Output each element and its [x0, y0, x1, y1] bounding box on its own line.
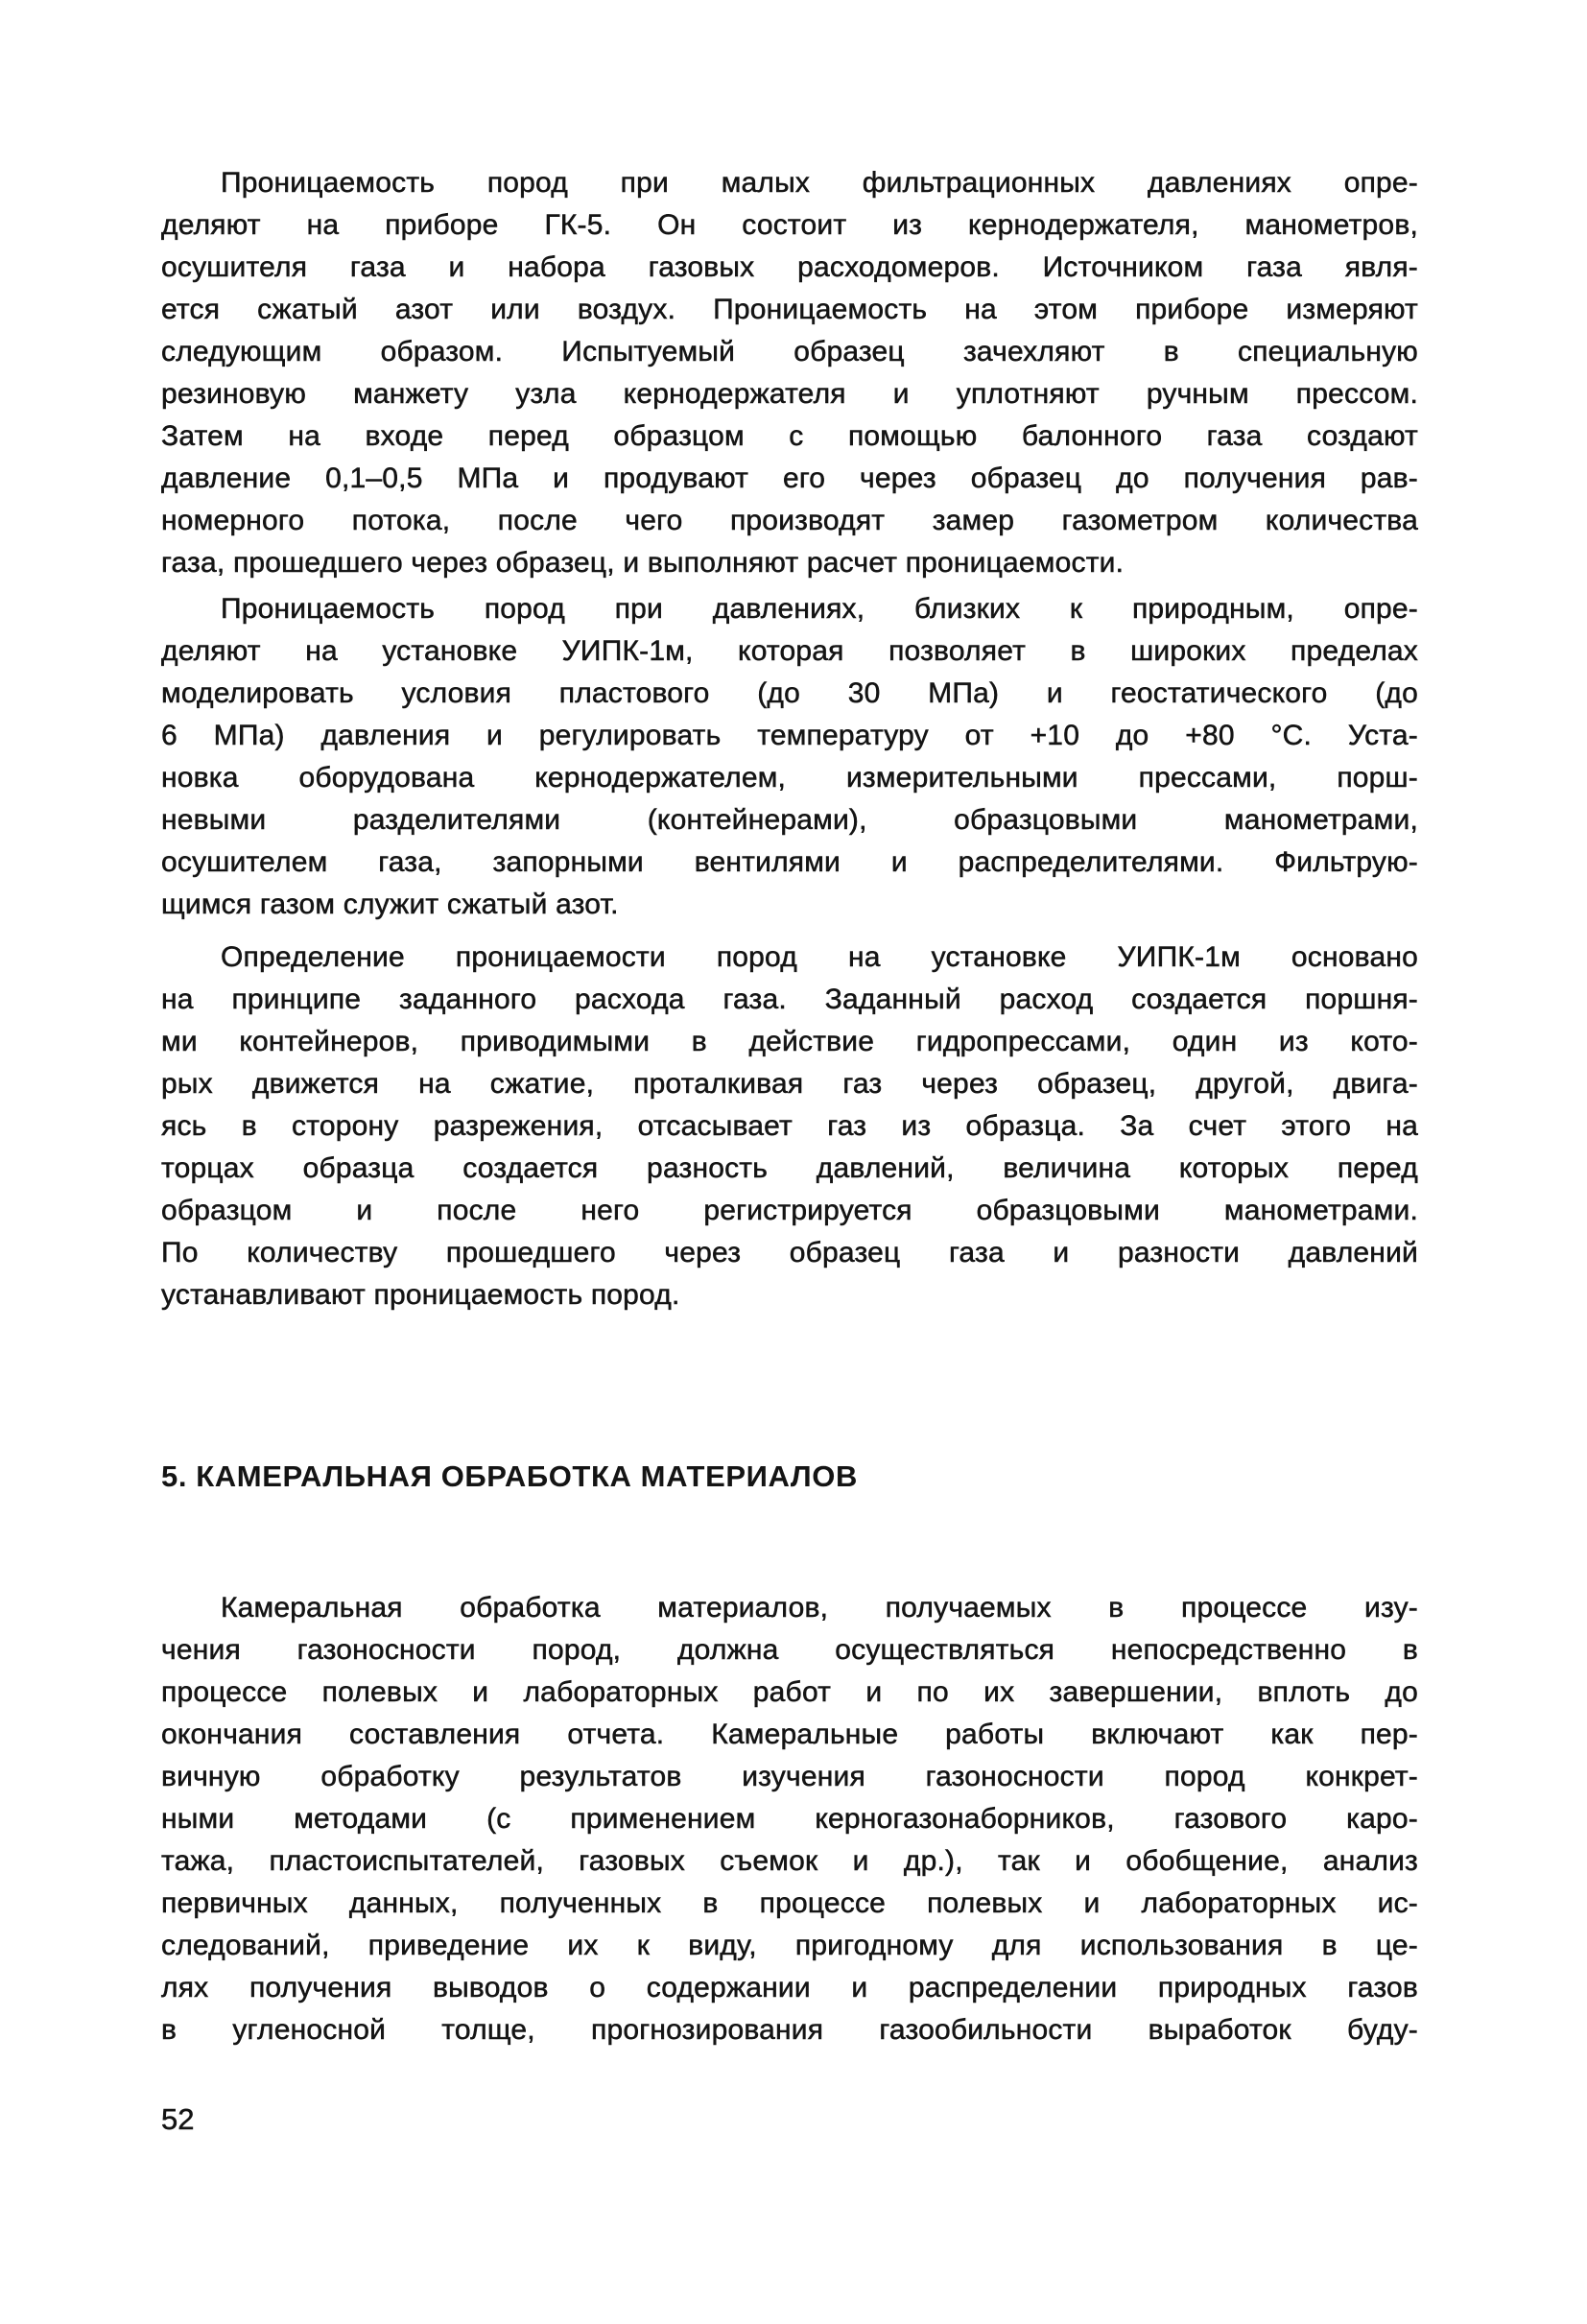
- paragraph-method: [161, 937, 1418, 1316]
- text-line: осушителя газа и набора газовых расходомеров. Источником газа явля-: [161, 251, 1418, 283]
- text-line: новка оборудована кернодержателем, измерительными прессами, порш-: [161, 762, 1418, 794]
- text-line: в угленосной толще, прогнозирования газообильности выработок буду-: [161, 2014, 1418, 2046]
- text-line: чения газоносности пород, должна осуществляться непосредственно в: [161, 1634, 1418, 1666]
- text-line: 6 МПа) давления и регулировать температуру от +10 до +80 °С. Уста-: [161, 720, 1418, 751]
- text-line: ными методами (с применением керногазонаборников, газового каро-: [161, 1803, 1418, 1835]
- paragraph-gk5: [161, 162, 1418, 584]
- text-line: первичных данных, полученных в процессе полевых и лабораторных ис-: [161, 1887, 1418, 1919]
- text-line: Определение проницаемости пород на установке УИПК-1м основано: [221, 941, 1418, 973]
- text-line: образцом и после него регистрируется образцовыми манометрами.: [161, 1195, 1418, 1226]
- paragraph-cameral: [161, 1587, 1418, 2051]
- text-line: Проницаемость пород при давлениях, близких к природным, опре-: [221, 593, 1418, 625]
- text-line: По количеству прошедшего через образец газа и разности давлений: [161, 1237, 1418, 1269]
- text-line: ясь в сторону разрежения, отсасывает газ из образца. За счет этого на: [161, 1110, 1418, 1142]
- text-line: окончания составления отчета. Камеральные работы включают как пер-: [161, 1719, 1418, 1750]
- text-line: ется сжатый азот или воздух. Проницаемость на этом приборе измеряют: [161, 294, 1418, 325]
- text-line: Проницаемость пород при малых фильтрационных давлениях опре-: [221, 167, 1418, 199]
- text-line: Камеральная обработка материалов, получаемых в процессе изу-: [221, 1592, 1418, 1624]
- text-line: на принципе заданного расхода газа. Заданный расход создается поршня-: [161, 984, 1418, 1015]
- text-line: щимся газом служит сжатый азот.: [161, 889, 619, 920]
- text-line: лях получения выводов о содержании и распределении природных газов: [161, 1972, 1418, 2004]
- text-line: торцах образца создается разность давлений, величина которых перед: [161, 1152, 1418, 1184]
- text-line: вичную обработку результатов изучения газоносности пород конкрет-: [161, 1761, 1418, 1792]
- text-line: деляют на приборе ГК-5. Он состоит из кернодержателя, манометров,: [161, 209, 1418, 241]
- text-line: осушителем газа, запорными вентилями и распределителями. Фильтрую-: [161, 846, 1418, 878]
- paragraph-uipk: [161, 588, 1418, 926]
- text-line: следований, приведение их к виду, пригодному для использования в це-: [161, 1930, 1418, 1961]
- text-line: Затем на входе перед образцом с помощью балонного газа создают: [161, 420, 1418, 452]
- text-line: устанавливают проницаемость пород.: [161, 1279, 680, 1311]
- text-line: моделировать условия пластового (до 30 МПа) и геостатического (до: [161, 677, 1418, 709]
- text-line: рых движется на сжатие, проталкивая газ через образец, другой, двига-: [161, 1068, 1418, 1100]
- text-line: тажа, пластоиспытателей, газовых съемок и др.), так и обобщение, анализ: [161, 1845, 1418, 1877]
- text-line: давление 0,1–0,5 МПа и продувают его через образец до получения рав-: [161, 462, 1418, 494]
- text-line: газа, прошедшего через образец, и выполняют расчет проницаемости.: [161, 547, 1125, 579]
- text-line: деляют на установке УИПК-1м, которая позволяет в широких пределах: [161, 635, 1418, 667]
- text-line: номерного потока, после чего производят замер газометром количества: [161, 505, 1418, 536]
- text-line: процессе полевых и лабораторных работ и по их завершении, вплоть до: [161, 1676, 1418, 1708]
- page-number: 52: [161, 2102, 195, 2136]
- section-heading: 5. КАМЕРАЛЬНАЯ ОБРАБОТКА МАТЕРИАЛОВ: [161, 1459, 858, 1493]
- text-line: следующим образом. Испытуемый образец зачехляют в специальную: [161, 336, 1418, 368]
- text-line: ми контейнеров, приводимыми в действие гидропрессами, один из кото-: [161, 1026, 1418, 1057]
- text-line: невыми разделителями (контейнерами), образцовыми манометрами,: [161, 804, 1418, 836]
- text-line: резиновую манжету узла кернодержателя и уплотняют ручным прессом.: [161, 378, 1418, 410]
